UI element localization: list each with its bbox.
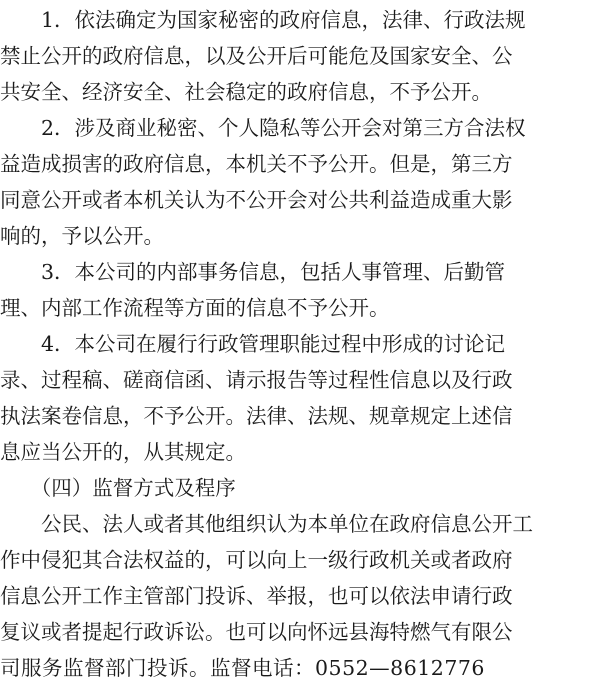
text-line-2: 禁止公开的政府信息，以及公开后可能危及国家安全、公 (0, 44, 513, 68)
text-line-3: 共安全、经济安全、社会稳定的政府信息，不予公开。 (0, 80, 492, 104)
text-line-1: 1．依法确定为国家秘密的政府信息，法律、行政法规 (0, 8, 526, 32)
text-line-18: 复议或者提起行政诉讼。也可以向怀远县海特燃气有限公 (0, 620, 513, 644)
text-line-17: 信息公开工作主管部门投诉、举报，也可以依法申请行政 (0, 584, 513, 608)
text-line-9: 理、内部工作流程等方面的信息不予公开。 (0, 296, 390, 320)
text-line-15: 公民、法人或者其他组织认为本单位在政府信息公开工 (0, 512, 533, 536)
text-line-8: 3．本公司的内部事务信息，包括人事管理、后勤管 (0, 260, 506, 284)
text-line-11: 录、过程稿、磋商信函、请示报告等过程性信息以及行政 (0, 368, 513, 392)
text-line-7: 响的，予以公开。 (0, 224, 164, 248)
section-heading: （四）监督方式及程序 (0, 476, 236, 500)
text-line-5: 益造成损害的政府信息，本机关不予公开。但是，第三方 (0, 152, 513, 176)
text-line-16: 作中侵犯其合法权益的，可以向上一级行政机关或者政府 (0, 548, 513, 572)
text-line-13: 息应当公开的，从其规定。 (0, 440, 246, 464)
text-line-12: 执法案卷信息，不予公开。法律、法规、规章规定上述信 (0, 404, 513, 428)
text-line-10: 4．本公司在履行行政管理职能过程中形成的讨论记 (0, 332, 506, 356)
text-line-19: 司服务监督部门投诉。监督电话：0552—8612776 (0, 656, 485, 680)
text-line-6: 同意公开或者本机关认为不公开会对公共利益造成重大影 (0, 188, 513, 212)
text-line-4: 2．涉及商业秘密、个人隐私等公开会对第三方合法权 (0, 116, 526, 140)
